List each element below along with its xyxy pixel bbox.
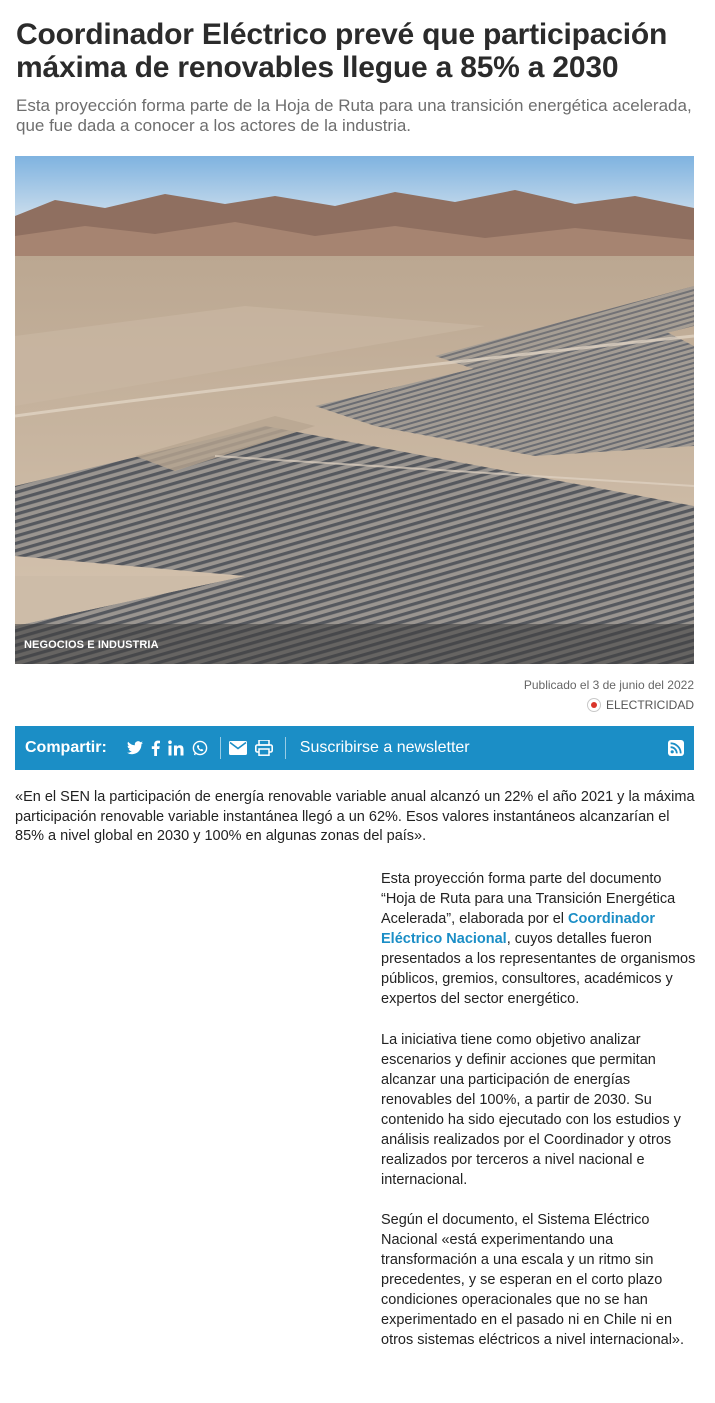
solar-farm-photo <box>15 156 694 664</box>
whatsapp-icon[interactable] <box>192 740 208 756</box>
tag-label[interactable]: ELECTRICIDAD <box>605 698 694 712</box>
image-category[interactable]: NEGOCIOS E INDUSTRIA <box>24 639 159 651</box>
share-divider <box>285 737 286 759</box>
share-bar <box>15 726 694 770</box>
paragraph-1-text-start: Esta proyección forma parte del documento “Hoja de Ruta para una Transición Energética Acelerada”, elaborada por el <box>381 871 676 927</box>
email-icon[interactable] <box>229 741 247 755</box>
print-icon[interactable] <box>255 740 273 756</box>
tag-dot-icon <box>587 698 601 712</box>
paragraph-1-text-end: , cuyos detalles fueron presentados a los representantes de organismos públicos, gremios, consultores, académicos y expertos del sector energético. <box>381 931 696 1007</box>
hero-image <box>15 156 694 664</box>
article-paragraph-3: Según el documento, el Sistema Eléctrico Nacional «está experimentando una transformación a una escala y un ritmo sin precedentes, y se esperan en el corto plazo condiciones operacionales que no se han experimentado en el pasado ni en Chile ni en otros sistemas eléctricos a nivel internacional». <box>381 1212 685 1348</box>
linkedin-icon[interactable] <box>168 740 184 756</box>
rss-icon[interactable] <box>668 740 684 756</box>
article-paragraph-1 <box>381 869 699 1009</box>
published-date: Publicado el 3 de junio del 2022 <box>523 678 694 692</box>
newsletter-link[interactable]: Suscribirse a newsletter <box>299 739 470 756</box>
share-divider <box>220 737 221 759</box>
article-quote: «En el SEN la participación de energía renovable variable anual alcanzó un 22% el año 2021 y la máxima participación renovable variable instantánea llegó a un 62%. Esos valores instantáneos alcanzarían el 85% a nivel global en 2030 y 100% en algunas zonas del país». <box>15 789 695 844</box>
facebook-icon[interactable] <box>151 740 160 756</box>
article-subtitle: Esta proyección forma parte de la Hoja de Ruta para una transición energética acelerada, que fue dada a conocer a los actores de la industria. <box>16 96 692 135</box>
tag-electricidad[interactable] <box>587 698 694 712</box>
image-category-overlay <box>15 624 694 664</box>
coordinador-link[interactable]: Coordinador Eléctrico Nacional <box>381 911 656 947</box>
article-title: Coordinador Eléctrico prevé que participación máxima de renovables llegue a 85% a 2030 <box>16 18 668 84</box>
twitter-icon[interactable] <box>127 741 143 755</box>
share-label: Compartir: <box>25 739 107 756</box>
article-paragraph-2: La iniciativa tiene como objetivo analizar escenarios y definir acciones que permitan alcanzar una participación de energías renovables del 100%, a partir de 2030. Su contenido ha sido ejecutado con los estudios y análisis realizados por el Coordinador y otros realizados por terceros a nivel nacional e internacional. <box>381 1032 681 1188</box>
